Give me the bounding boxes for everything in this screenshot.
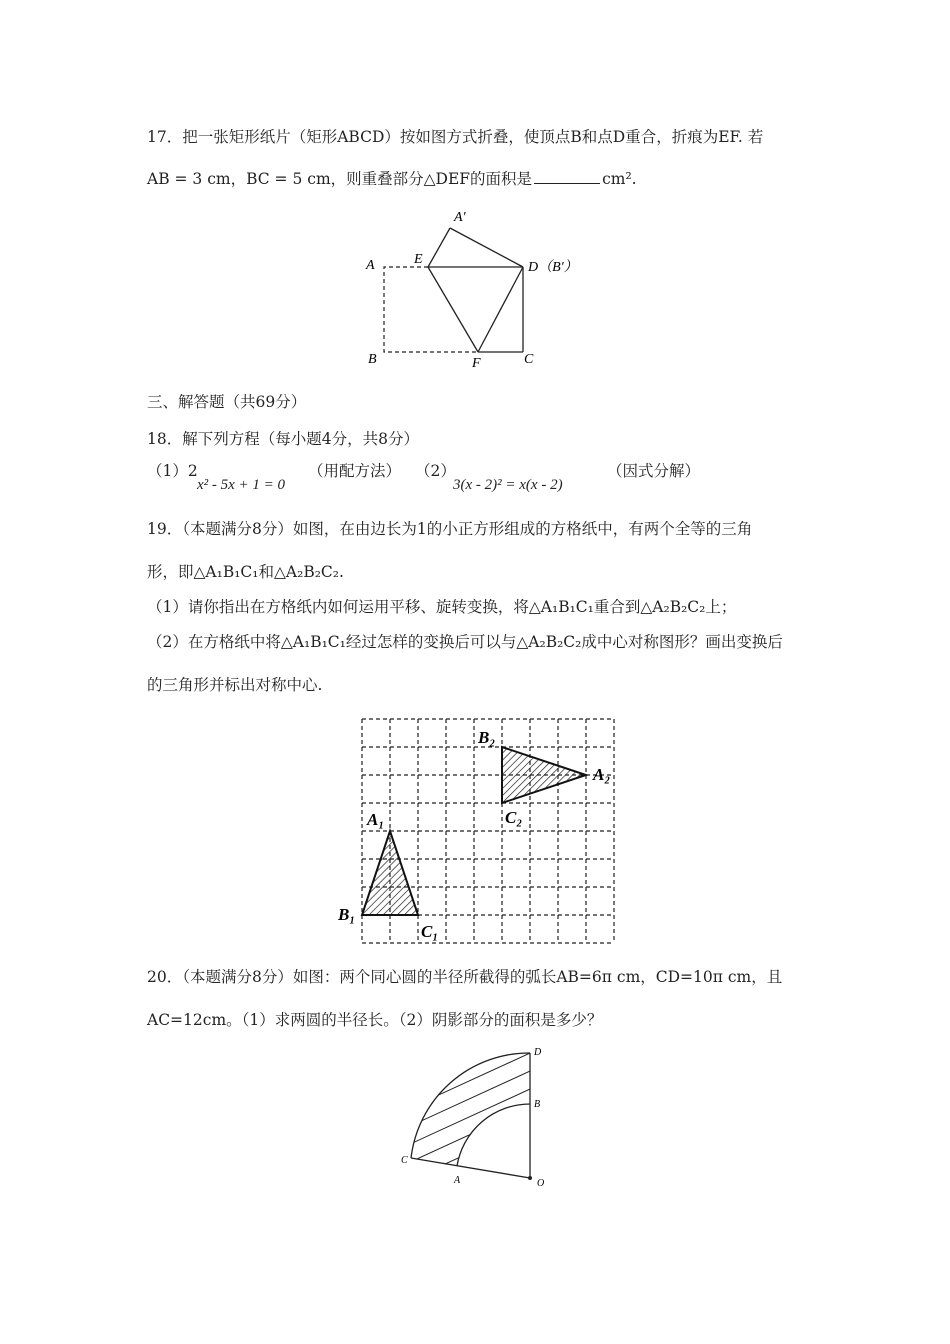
q18-part1-label: （1）2 (147, 462, 198, 480)
q18-part2-method: （因式分解） (607, 462, 701, 480)
q20-line1: 20．（本题满分8分）如图：两个同心圆的半径所截得的弧长AB=6π cm，CD=10π cm，且 (147, 968, 783, 986)
q20-center-dot (528, 1176, 532, 1180)
q20-label-b: B (534, 1099, 541, 1110)
q19-grid-figure (335, 715, 625, 950)
q17-ef-line (428, 267, 478, 352)
q17-line2 (147, 170, 637, 189)
q17-line2-unit: cm². (602, 170, 637, 188)
q17-line1: 17．把一张矩形纸片（矩形ABCD）按如图方式折叠，使顶点B和点D重合，折痕为EF. 若 (147, 128, 764, 146)
q17-label-d: D（B'） (528, 260, 578, 275)
q18-part1-method: （用配方法） (308, 462, 402, 480)
q17-ea-line (428, 228, 450, 267)
q19-line1: 19．（本题满分8分）如图，在由边长为1的小正方形组成的方格纸中，有两个全等的三角 (147, 520, 753, 538)
q18-part1-equation: x² - 5x + 1 = 0 (197, 477, 286, 493)
q19-line4: （2）在方格纸中将△A₁B₁C₁经过怎样的变换后可以与△A₂B₂C₂成中心对称图形？画出变换后 (147, 633, 783, 651)
q17-label-b: B (368, 352, 377, 367)
q17-label-a: A (366, 258, 375, 273)
q20-label-c: C (401, 1155, 408, 1166)
q19-label-b2: B₂ (478, 728, 496, 747)
q19-triangle-2 (502, 747, 586, 803)
q19-line3: （1）请你指出在方格纸内如何运用平移、旋转变换，将△A₁B₁C₁重合到△A₂B₂C₂上； (147, 598, 737, 616)
q20-figure (395, 1045, 565, 1195)
q17-dashed-left (384, 267, 478, 352)
q19-triangle-1 (362, 831, 418, 915)
q17-label-f: F (472, 356, 481, 371)
q17-fd-line (478, 267, 523, 352)
q20-line2: AC=12cm。（1）求两圆的半径长。（2）阴影部分的面积是多少？ (147, 1011, 603, 1029)
q19-label-c1: C₁ (421, 922, 439, 941)
q17-figure (360, 205, 620, 375)
q20-label-d: D (534, 1047, 542, 1058)
q17-ad-line (450, 228, 523, 267)
q17-label-aprime: A' (454, 210, 466, 225)
section-3-heading: 三、解答题（共69分） (147, 393, 307, 411)
q19-label-a1: A₁ (367, 810, 385, 829)
q19-line2: 形，即△A₁B₁C₁和△A₂B₂C₂. (147, 563, 344, 581)
q20-label-o: O (537, 1178, 545, 1189)
q19-label-b1: B₁ (338, 905, 356, 924)
q19-line5: 的三角形并标出对称中心. (147, 676, 323, 694)
q18-part2-equation: 3(x - 2)² = x(x - 2) (453, 477, 563, 493)
q19-label-c2: C₂ (505, 808, 523, 827)
q17-line2-text: AB = 3 cm，BC = 5 cm，则重叠部分△DEF的面积是 (147, 170, 533, 188)
q17-answer-blank[interactable] (534, 183, 600, 184)
q20-label-a: A (454, 1175, 461, 1186)
q18-title: 18．解下列方程（每小题4分，共8分） (147, 430, 419, 448)
q17-label-c: C (524, 352, 534, 367)
q17-label-e: E (414, 252, 423, 267)
q19-label-a2: A₂ (593, 765, 611, 784)
q18-part2-label: （2） (415, 462, 456, 480)
